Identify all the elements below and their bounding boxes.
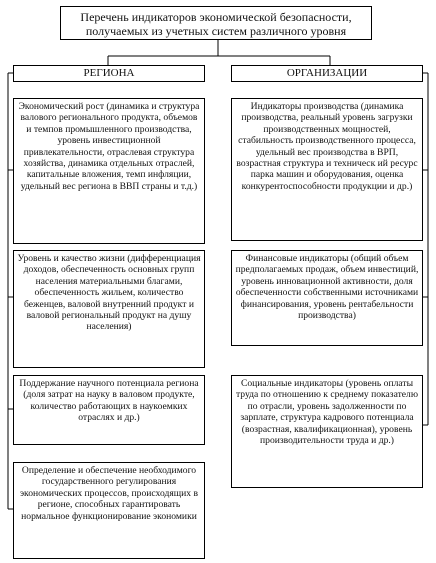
- org-item-production: Индикаторы производства (динамика производства, реальный уровень загрузки производственных мощностей, стабильность производственного процесса, удельный вес производства в ВРП, возрастная структура и техническ ий ресурс парка машин и оборудования, оценка конкурентоспособности продукции и др.): [231, 98, 423, 241]
- org-item-social: Социальные индикаторы (уровень оплаты труда по отношению к среднему показателю по отрасли, уровень задолженности по зарплате, структура кадрового потенциала (возрастная, квалификационная), уровень производительности труда и др.): [231, 375, 423, 488]
- region-item-economic-growth: Экономический рост (динамика и структура валового регионального продукта, объемов и темпов промышленного производства, уровень инвестиционной привлекательности, отраслевая структура хозяйства, динамика отдельных отраслей, капитальные вложения, темп инфляции, удельный вес региона в ВВП страны и т.д.): [13, 98, 205, 244]
- diagram-title: Перечень индикаторов экономической безопасности, получаемых из учетных систем различного уровня: [60, 6, 372, 40]
- region-item-living-standard: Уровень и качество жизни (дифференциация доходов, обеспеченность основных групп населения материальными благами, обеспеченность жильем, количество беженцев, валовой внутренний продукт и валовой региональный продукт на душу населения): [13, 250, 205, 368]
- org-item-financial: Финансовые индикаторы (общий объем предполагаемых продаж, объем инвестиций, уровень инновационной активности, доля обеспеченности собственными источниками финансирования, уровень рентабельности производства): [231, 250, 423, 346]
- header-region: РЕГИОНА: [13, 65, 205, 82]
- header-organization: ОРГАНИЗАЦИИ: [231, 65, 423, 82]
- region-item-science-potential: Поддержание научного потенциала региона (доля затрат на науку в валовом продукте, количество работающих в наукоемких отраслях и др.): [13, 375, 205, 445]
- region-item-state-regulation: Определение и обеспечение необходимого государственного регулирования экономических процессов, происходящих в регионе, способных гарантировать нормальное функционирование экономики: [13, 462, 205, 559]
